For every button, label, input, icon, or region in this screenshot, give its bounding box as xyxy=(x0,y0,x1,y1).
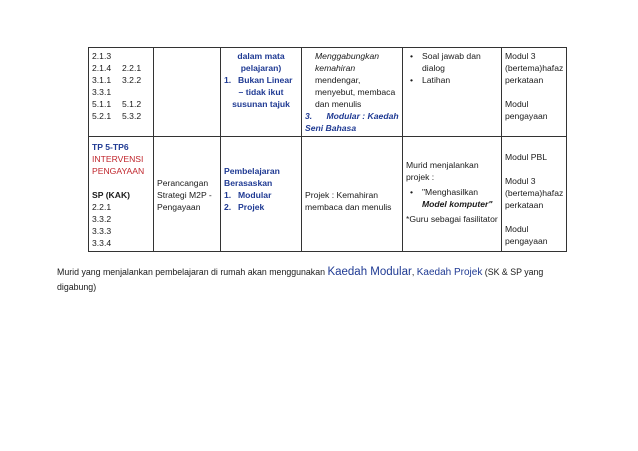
method-cell: dalam mata pelajaran) 1. Bukan Linear – tidak ikut susunan tajuk xyxy=(221,48,302,137)
sp-code-line: 2.2.1 xyxy=(92,202,112,212)
strategy-cell xyxy=(154,48,221,137)
assessment-cell: Murid menjalankan projek : • "Menghasilkan Model komputer" *Guru sebagai fasilitator xyxy=(403,137,502,252)
method-item: 1. Modular xyxy=(224,190,272,200)
sp-code-line: 5.2.1 5.3.2 xyxy=(92,111,142,121)
list-item: • Soal jawab dan dialog xyxy=(406,50,498,74)
method-item: 3. Modular : Kaedah xyxy=(305,111,399,121)
method-item: 2. Projek xyxy=(224,202,265,212)
list-item: • Latihan xyxy=(406,74,498,86)
method-cell: Pembelajaran Berasaskan 1. Modular 2. Projek xyxy=(221,137,302,252)
table-row xyxy=(89,48,567,137)
sp-code-line: 3.3.1 xyxy=(92,87,112,97)
assessment-cell xyxy=(403,48,502,137)
sp-codes-cell: TP 5-TP6 INTERVENSI PENGAYAAN SP (KAK) 2.2.1 3.3.2 3.3.3 3.3.4 xyxy=(89,137,154,252)
sp-code-line: 5.1.1 5.1.2 xyxy=(92,99,142,109)
sp-code-line: 3.3.2 xyxy=(92,214,112,224)
sp-codes-cell xyxy=(89,48,154,137)
sp-code-line: 3.3.4 xyxy=(92,238,112,248)
activity-cell: Projek : Kemahiran membaca dan menulis xyxy=(302,137,403,252)
sp-code-line: 3.1.1 3.2.2 xyxy=(92,75,142,85)
activity-cell: Menggabungkan kemahiran mendengar, menyebut, membaca dan menulis 3. Modular : Kaedah Seni Bahasa xyxy=(302,48,403,137)
material-cell: Modul PBL Modul 3 (bertema)hafaz perkataan Modul pengayaan xyxy=(502,137,567,252)
table-row xyxy=(89,137,567,252)
lesson-plan-table xyxy=(88,47,567,252)
strategy-cell: Perancangan Strategi M2P - Pengayaan xyxy=(154,137,221,252)
sp-code-line: 2.1.3 xyxy=(92,51,112,61)
footnote-paragraph: Murid yang menjalankan pembelajaran di rumah akan menggunakan Kaedah Modular, Kaedah Projek (SK & SP yang digabung) xyxy=(57,266,544,292)
sp-code-line: 3.3.3 xyxy=(92,226,112,236)
list-item: • "Menghasilkan Model komputer" xyxy=(406,186,498,210)
method-item: 1. Bukan Linear xyxy=(224,75,293,85)
sp-code-line: 2.1.4 2.2.1 xyxy=(92,63,142,73)
material-cell: Modul 3 (bertema)hafaz perkataan Modul pengayaan xyxy=(502,48,567,137)
